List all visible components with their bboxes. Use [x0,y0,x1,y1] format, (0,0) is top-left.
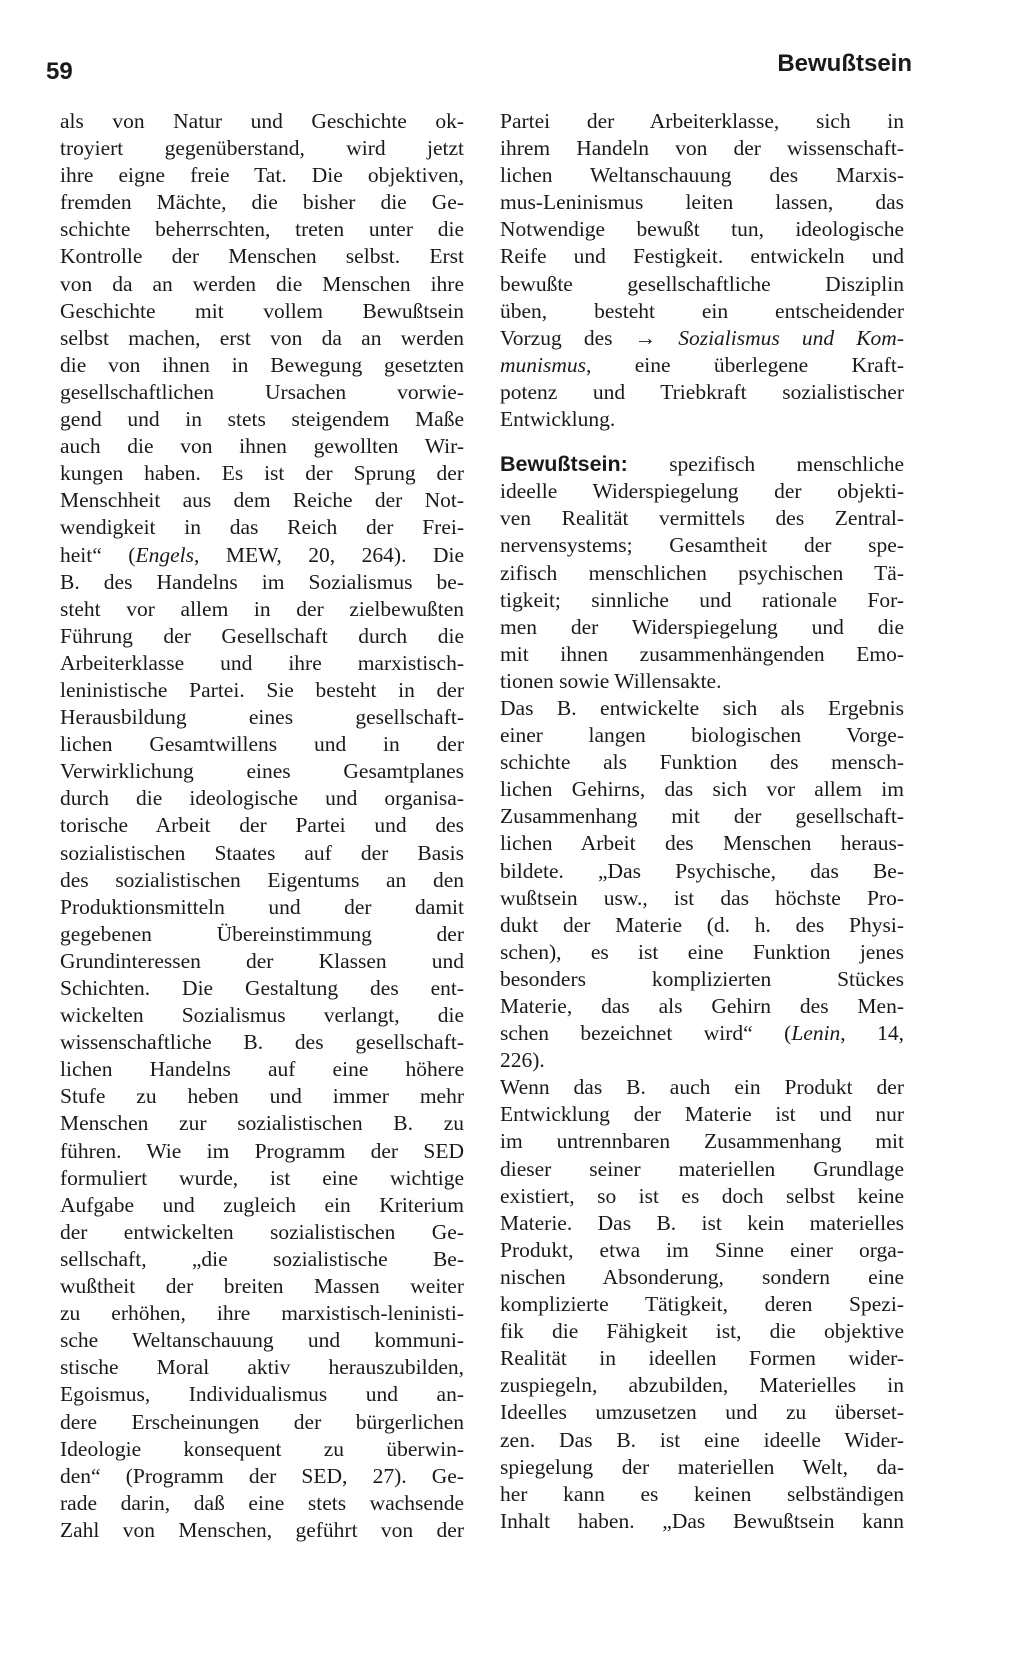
text-line: Menschheit aus dem Reiche der Not- [60,488,464,513]
citation-line [500,1020,904,1047]
text-line: zuspiegeln, abzubilden, Materielles in [500,1373,904,1398]
text-line: sellschaft, „die sozialistische Be- [60,1246,464,1271]
text-line: leninistische Partei. Sie besteht in der [60,677,464,702]
text-line: steht vor allem in der zielbewußten [60,596,464,621]
text-line: schichte als Funktion des mensch- [500,750,904,775]
entry-lemma: Bewußtsein: [500,452,628,477]
text-line: bildete. „Das Psychische, das Be- [500,858,904,883]
cross-reference-link[interactable]: Sozialismus und Kom- [656,325,904,350]
text-line: stische Moral aktiv herauszubilden, [60,1355,464,1380]
text-line: spiegelung der materiellen Welt, da- [500,1454,904,1479]
text-line: Herausbildung eines gesellschaft- [60,705,464,730]
text-line: lichen Gesamtwillens und in der [60,732,464,757]
text-line: Notwendige bewußt tun, ideologische [500,217,904,242]
paragraph-gap [500,433,904,451]
text-line: dieser seiner materiellen Grundlage [500,1156,904,1181]
text-line: als von Natur und Geschichte ok- [60,109,464,133]
page-number: 59 [46,58,73,85]
text-line: B. des Handelns im Sozialismus be- [60,569,464,594]
text-line: troyiert gegenüberstand, wird jetzt [60,136,464,161]
text-line: selbst machen, erst von da an werden [60,325,464,350]
text-line: sche Weltanschauung und kommuni- [60,1328,464,1353]
text-line: Geschichte mit vollem Bewußtsein [60,298,464,323]
citation-line [60,542,464,569]
text-line: Inhalt haben. „Das Bewußtsein kann [500,1508,904,1533]
text-line: tigkeit; sinnliche und rationale For- [500,587,904,612]
text-line: die von ihnen in Bewegung gesetzten [60,352,464,377]
text-line: ihre eigne freie Tat. Die objektiven, [60,163,464,188]
entry-heading-line [500,451,904,478]
text-line: Aufgabe und zugleich ein Kriterium [60,1192,464,1217]
text-line: Schichten. Die Gestaltung des ent- [60,976,464,1000]
text-line: Realität in ideellen Formen wider- [500,1346,904,1371]
text-line: ven Realität vermittels des Zentral- [500,506,904,531]
text-line: Reife und Festigkeit. entwickeln und [500,244,904,269]
text-line: wußtheit der breiten Massen weiter [60,1274,464,1299]
text-line: Führung der Gesellschaft durch die [60,623,464,648]
text-line: dere Erscheinungen der bürgerlichen [60,1409,464,1434]
text-line: dukt der Materie (d. h. des Physi- [500,912,904,937]
xref-prefix: Vorzug des [500,325,635,350]
text-line: Produktionsmitteln und der damit [60,894,464,919]
text-line: her kann es keinen selbständigen [500,1481,904,1506]
citation-author: Lenin [791,1021,841,1046]
text-line: schichte beherrschten, treten unter die [60,217,464,242]
arrow-icon: → [634,325,657,350]
text-line: 226). [500,1048,545,1073]
text-line: formuliert wurde, ist eine wichtige [60,1165,464,1190]
text-line: potenz und Triebkraft sozialistischer [500,379,904,404]
right-column [500,108,904,1535]
text-line: lichen Gehirns, das sich vor allem im [500,777,904,802]
citation-open: schen bezeichnet wird“ ( [500,1021,792,1046]
text-line: wickelten Sozialismus verlangt, die [60,1003,464,1028]
text-line: gegebenen Übereinstimmung der [60,921,464,946]
text-line: lichen Weltanschauung des Marxis- [500,163,904,188]
text-line: führen. Wie im Programm der SED [60,1138,464,1163]
text-line: wendigkeit in das Reich der Frei- [60,515,464,540]
text-line: Ideologie konsequent zu überwin- [60,1436,464,1461]
text-line: zen. Das B. ist eine ideelle Wider- [500,1427,904,1452]
text-line: Entwicklung. [500,407,616,432]
text-line: nischen Absonderung, sondern eine [500,1264,904,1289]
text-line: zifisch menschlichen psychischen Tä- [500,560,904,585]
text-line: einer langen biologischen Vorge- [500,723,904,748]
text-line: Entwicklung der Materie ist und nur [500,1102,904,1127]
text-line: durch die ideologische und organisa- [60,786,464,811]
text-line: Grundinteressen der Klassen und [60,948,464,973]
text-line: kungen haben. Es ist der Sprung der [60,461,464,486]
text-line: Verwirklichung eines Gesamtplanes [60,759,464,784]
text-line: Materie. Das B. ist kein materielles [500,1210,904,1235]
text-line: ideelle Widerspiegelung der objekti- [500,479,904,504]
text-line: rade darin, daß eine stets wachsende [60,1490,464,1515]
text-line: üben, besteht ein entscheidender [500,298,904,323]
entry-definition-start: spezifisch menschliche [627,452,904,477]
text-line: den“ (Programm der SED, 27). Ge- [60,1463,464,1488]
text-line: lichen Handelns auf eine höhere [60,1057,464,1082]
text-line: der entwickelten sozialistischen Ge- [60,1219,464,1244]
xref-after: , eine überlegene Kraft- [586,352,904,377]
text-line: fik die Fähigkeit ist, die objektive [500,1319,904,1344]
text-line: Kontrolle der Menschen selbst. Erst [60,244,464,269]
text-line: zu erhöhen, ihre marxistisch-leninisti- [60,1301,464,1326]
text-line: komplizierte Tätigkeit, deren Spezi- [500,1292,904,1317]
citation-rest: , 14, [840,1021,904,1046]
text-line: lichen Arbeit des Menschen heraus- [500,831,904,856]
text-line: Partei der Arbeiterklasse, sich in [500,109,904,133]
cross-reference-line [500,352,904,379]
citation-author: Engels [135,542,194,567]
text-line: Arbeiterklasse und ihre marxistisch- [60,650,464,675]
text-line: von da an werden die Menschen ihre [60,271,464,296]
text-line: wußtsein usw., ist das höchste Pro- [500,885,904,910]
citation-open: heit“ ( [60,542,136,567]
text-line: Menschen zur sozialistischen B. zu [60,1111,464,1136]
text-line: existiert, so ist es doch selbst keine [500,1183,904,1208]
left-column [60,108,464,1544]
text-line: besonders komplizierten Stückes [500,966,904,991]
text-line: nervensystems; Gesamtheit der spe- [500,533,904,558]
text-line: fremden Mächte, die bisher die Ge- [60,190,464,215]
text-line: men der Widerspiegelung und die [500,614,904,639]
text-line: ihrem Handeln von der wissenschaft- [500,136,904,161]
citation-rest: , MEW, 20, 264). Die [193,542,464,567]
text-line: Zahl von Menschen, geführt von der [60,1517,464,1542]
text-line: Produkt, etwa im Sinne einer orga- [500,1237,904,1262]
text-line: gesellschaftlichen Ursachen vorwie- [60,379,464,404]
text-line: Wenn das B. auch ein Produkt der [500,1075,904,1100]
text-line: bewußte gesellschaftliche Disziplin [500,271,904,296]
text-line: Materie, das als Gehirn des Men- [500,994,904,1018]
text-line: wissenschaftliche B. des gesellschaft- [60,1030,464,1055]
cross-reference-link-cont[interactable]: munismus [500,352,587,377]
text-line: des sozialistischen Eigentums an den [60,867,464,892]
text-line: schen), es ist eine Funktion jenes [500,939,904,964]
text-line: Ideelles umzusetzen und zu überset- [500,1400,904,1425]
text-line: sozialistischen Staates auf der Basis [60,840,464,865]
text-line: Stufe zu heben und immer mehr [60,1084,464,1109]
text-line: Das B. entwickelte sich als Ergebnis [500,695,904,720]
text-line: Egoismus, Individualismus und an- [60,1382,464,1407]
cross-reference-line [500,325,904,352]
running-head: Bewußtsein [777,50,912,77]
text-line: gend und in stets steigendem Maße [60,407,464,432]
text-line: torische Arbeit der Partei und des [60,813,464,838]
text-line: mus-Leninismus leiten lassen, das [500,190,904,215]
text-line: Zusammenhang mit der gesellschaft- [500,804,904,829]
text-line: mit ihnen zusammenhängenden Emo- [500,641,904,666]
text-line: auch die von ihnen gewollten Wir- [60,434,464,459]
text-line: tionen sowie Willensakte. [500,668,722,693]
text-line: im untrennbaren Zusammenhang mit [500,1129,904,1154]
